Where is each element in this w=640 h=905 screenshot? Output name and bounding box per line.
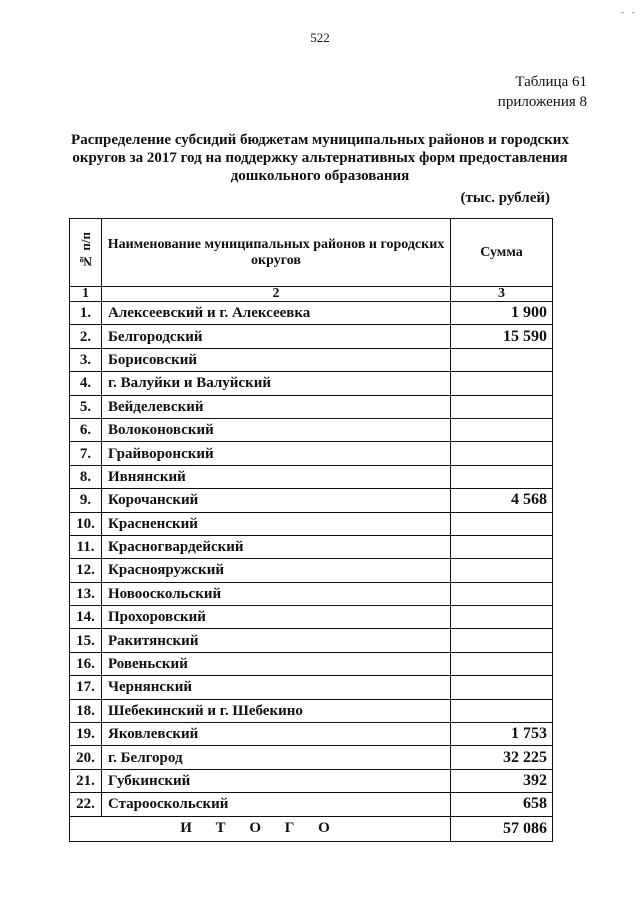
table-row <box>70 582 553 605</box>
row-sum: 4 568 <box>451 489 553 512</box>
row-number: 14. <box>70 606 102 629</box>
row-number: 2. <box>70 325 102 348</box>
header-num <box>70 219 102 287</box>
table-row <box>70 746 553 769</box>
table-row <box>70 348 553 371</box>
table-row <box>70 723 553 746</box>
table-row <box>70 629 553 652</box>
row-number: 7. <box>70 442 102 465</box>
corner-mark: - - <box>619 8 636 18</box>
row-number: 21. <box>70 769 102 792</box>
header-name: Наименование муниципальных районов и городских округов <box>102 219 451 287</box>
row-sum: 15 590 <box>451 325 553 348</box>
row-number: 11. <box>70 535 102 558</box>
row-sum <box>451 465 553 488</box>
table-row <box>70 769 553 792</box>
row-number: 10. <box>70 512 102 535</box>
table-reference: Таблица 61 <box>515 74 587 90</box>
total-row <box>70 816 553 841</box>
row-number: 18. <box>70 699 102 722</box>
row-name: Волоконовский <box>102 418 451 441</box>
row-number: 9. <box>70 489 102 512</box>
units-label: (тыс. рублей) <box>460 190 550 206</box>
total-sum: 57 086 <box>451 816 553 841</box>
document-title: Распределение субсидий бюджетам муниципальных районов и городских округов за 2017 год на поддержку альтернативных форм предоставления дошкольного образования <box>71 132 569 184</box>
row-number: 5. <box>70 395 102 418</box>
row-name: г. Белгород <box>102 746 451 769</box>
row-name: Шебекинский и г. Шебекино <box>102 699 451 722</box>
total-label: И Т О Г О <box>70 816 451 841</box>
table-row <box>70 535 553 558</box>
header-num-label: № п/п <box>77 231 93 269</box>
row-name: г. Валуйки и Валуйский <box>102 372 451 395</box>
row-number: 19. <box>70 723 102 746</box>
row-number: 12. <box>70 559 102 582</box>
row-sum <box>451 442 553 465</box>
table-row <box>70 302 553 325</box>
table-row <box>70 793 553 816</box>
row-number: 4. <box>70 372 102 395</box>
row-number: 17. <box>70 676 102 699</box>
row-name: Алексеевский и г. Алексеевка <box>102 302 451 325</box>
row-number: 3. <box>70 348 102 371</box>
header-sum: Сумма <box>451 219 553 287</box>
row-number: 15. <box>70 629 102 652</box>
row-sum <box>451 582 553 605</box>
row-name: Яковлевский <box>102 723 451 746</box>
row-sum <box>451 348 553 371</box>
table-row <box>70 395 553 418</box>
row-sum <box>451 652 553 675</box>
row-sum <box>451 395 553 418</box>
column-index-row <box>70 287 553 302</box>
row-name: Старооскольский <box>102 793 451 816</box>
table-row <box>70 442 553 465</box>
row-sum <box>451 629 553 652</box>
row-name: Новооскольский <box>102 582 451 605</box>
row-sum: 1 900 <box>451 302 553 325</box>
row-name: Краснояружский <box>102 559 451 582</box>
subsidy-table <box>69 218 553 842</box>
table-row <box>70 465 553 488</box>
row-name: Ракитянский <box>102 629 451 652</box>
row-sum <box>451 418 553 441</box>
row-name: Красногвардейский <box>102 535 451 558</box>
row-name: Ровеньский <box>102 652 451 675</box>
row-name: Корочанский <box>102 489 451 512</box>
row-sum: 658 <box>451 793 553 816</box>
row-name: Вейделевский <box>102 395 451 418</box>
table-row <box>70 652 553 675</box>
row-number: 1. <box>70 302 102 325</box>
table-row <box>70 489 553 512</box>
table-row <box>70 559 553 582</box>
row-number: 6. <box>70 418 102 441</box>
column-index: 3 <box>451 287 553 302</box>
row-number: 22. <box>70 793 102 816</box>
row-number: 8. <box>70 465 102 488</box>
row-name: Чернянский <box>102 676 451 699</box>
table-row <box>70 512 553 535</box>
table-row <box>70 699 553 722</box>
table-row <box>70 325 553 348</box>
row-sum: 392 <box>451 769 553 792</box>
row-name: Борисовский <box>102 348 451 371</box>
row-name: Белгородский <box>102 325 451 348</box>
appendix-reference: приложения 8 <box>497 94 587 110</box>
row-sum: 32 225 <box>451 746 553 769</box>
row-name: Прохоровский <box>102 606 451 629</box>
row-number: 16. <box>70 652 102 675</box>
column-index: 1 <box>70 287 102 302</box>
row-sum <box>451 559 553 582</box>
table-row <box>70 418 553 441</box>
page-number: 522 <box>310 30 330 45</box>
row-sum <box>451 676 553 699</box>
row-sum <box>451 699 553 722</box>
row-number: 20. <box>70 746 102 769</box>
row-name: Грайворонский <box>102 442 451 465</box>
row-number: 13. <box>70 582 102 605</box>
row-sum <box>451 512 553 535</box>
row-name: Ивнянский <box>102 465 451 488</box>
table-header-row <box>70 219 553 287</box>
table-row <box>70 676 553 699</box>
row-sum <box>451 606 553 629</box>
row-name: Красненский <box>102 512 451 535</box>
table-row <box>70 606 553 629</box>
row-name: Губкинский <box>102 769 451 792</box>
row-sum <box>451 535 553 558</box>
row-sum: 1 753 <box>451 723 553 746</box>
row-sum <box>451 372 553 395</box>
column-index: 2 <box>102 287 451 302</box>
table-row <box>70 372 553 395</box>
